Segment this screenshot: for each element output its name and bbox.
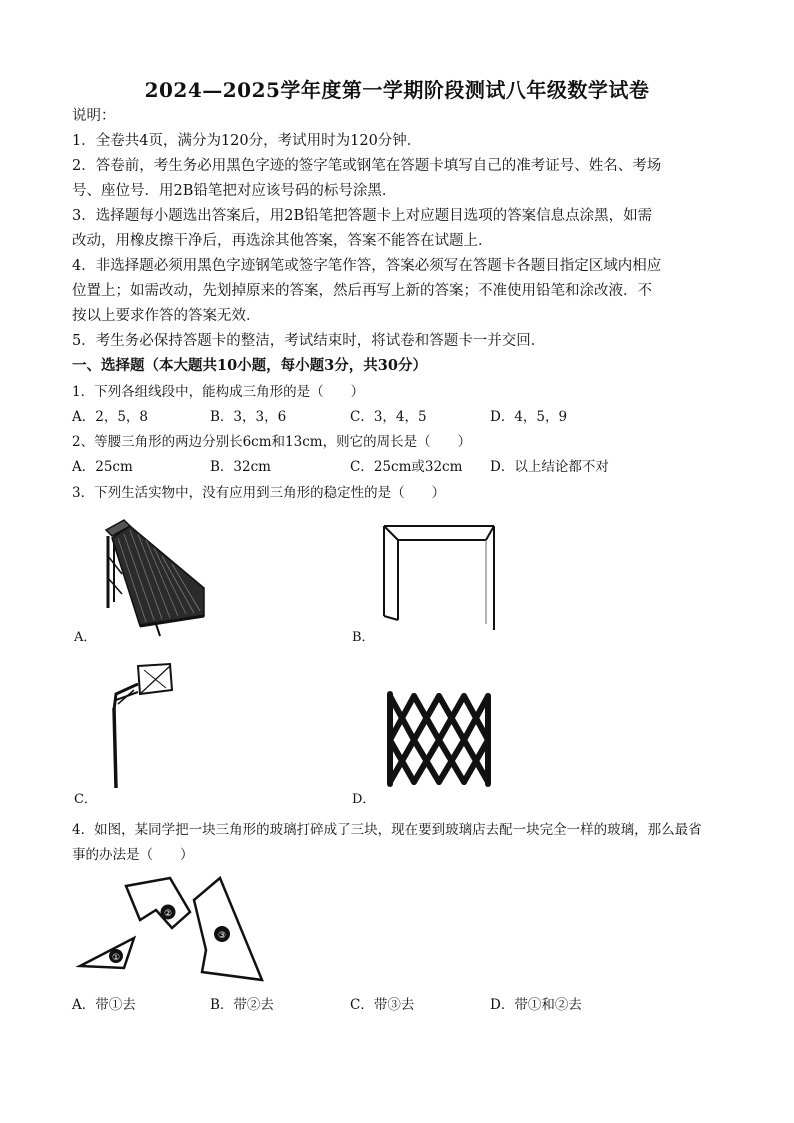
basketball-hoop-figure	[104, 660, 184, 790]
piece-label-1: ①	[111, 953, 121, 963]
q2-option-a: A．25cm	[72, 459, 133, 475]
q3-label-c: C．	[74, 792, 97, 807]
q1-option-d: D．4，5，9	[490, 409, 568, 425]
instruction-line-2: 2．答卷前，考生务必用黑色字迹的签字笔或钢笔在答题卡填写自己的准考证号、姓名、考场	[72, 158, 662, 174]
instruction-line-9: 5．考生务必保持答题卡的整洁，考试结束时，将试卷和答题卡一并交回．	[72, 333, 546, 349]
q3-label-d: D．	[352, 792, 376, 807]
instruction-line-6: 4．非选择题必须用黑色字迹钢笔或签字笔作答，答案必须写在答题卡各题目指定区域内相应	[72, 258, 662, 274]
q2-option-c: C．25cm或32cm	[350, 459, 463, 475]
q3-label-a: A．	[74, 630, 97, 645]
q4-stem-line-1: 4．如图，某同学把一块三角形的玻璃打碎成了三块，现在要到玻璃店去配一块完全一样的玻璃，那么最省	[72, 822, 702, 838]
instruction-line-5: 改动，用橡皮擦干净后，再选涂其他答案，答案不能答在试题上．	[72, 233, 493, 249]
q4-option-d: D．带①和②去	[490, 997, 582, 1013]
solar-water-heater-figure	[100, 516, 210, 638]
q1-option-c: C．3，4，5	[350, 409, 427, 425]
q1-stem: 1．下列各组线段中，能构成三角形的是（ ）	[72, 384, 365, 400]
q4-option-b: B．带②去	[210, 997, 274, 1013]
piece-label-3: ③	[217, 931, 227, 941]
instruction-line-8: 按以上要求作答的答案无效．	[72, 308, 261, 324]
instruction-line-4: 3．选择题每小题选出答案后，用2B铅笔把答题卡上对应题目选项的答案信息点涂黑，如需	[72, 208, 653, 224]
glass-piece-3	[214, 926, 230, 942]
q3-label-b: B．	[352, 630, 375, 645]
instruction-line-3: 号、座位号．用2B铅笔把对应该号码的标号涂黑．	[72, 183, 397, 199]
q1-option-b: B．3，3，6	[210, 409, 287, 425]
piece-label-2: ②	[163, 909, 173, 919]
section-heading: 一、选择题（本大题共10小题，每小题3分，共30分）	[72, 357, 427, 374]
q1-option-a: A．2，5，8	[72, 409, 149, 425]
instruction-line-7: 位置上；如需改动，先划掉原来的答案，然后再写上新的答案；不准使用铅笔和涂改液．不	[72, 283, 652, 299]
q2-option-d: D．以上结论都不对	[490, 459, 609, 475]
q3-stem: 3．下列生活实物中，没有应用到三角形的稳定性的是（ ）	[72, 485, 446, 501]
q4-option-a: A．带①去	[72, 997, 136, 1013]
q4-option-c: C．带③去	[350, 997, 415, 1013]
soccer-goal-figure	[382, 524, 512, 634]
q4-stem-line-2: 事的办法是（ ）	[72, 847, 194, 863]
retractable-gate-figure	[384, 688, 496, 792]
q2-option-b: B．32cm	[210, 459, 271, 475]
glass-piece-2	[161, 905, 176, 920]
instruction-line-1: 1．全卷共4页，满分为120分，考试用时为120分钟．	[72, 133, 422, 149]
q2-stem: 2、等腰三角形的两边分别长6cm和13cm，则它的周长是（ ）	[72, 434, 472, 450]
glass-piece-1	[109, 949, 123, 963]
exam-title: 2024—2025学年度第一学期阶段测试八年级数学试卷	[144, 78, 650, 102]
broken-glass-figure	[76, 872, 266, 984]
instructions-heading: 说明：	[72, 108, 116, 124]
